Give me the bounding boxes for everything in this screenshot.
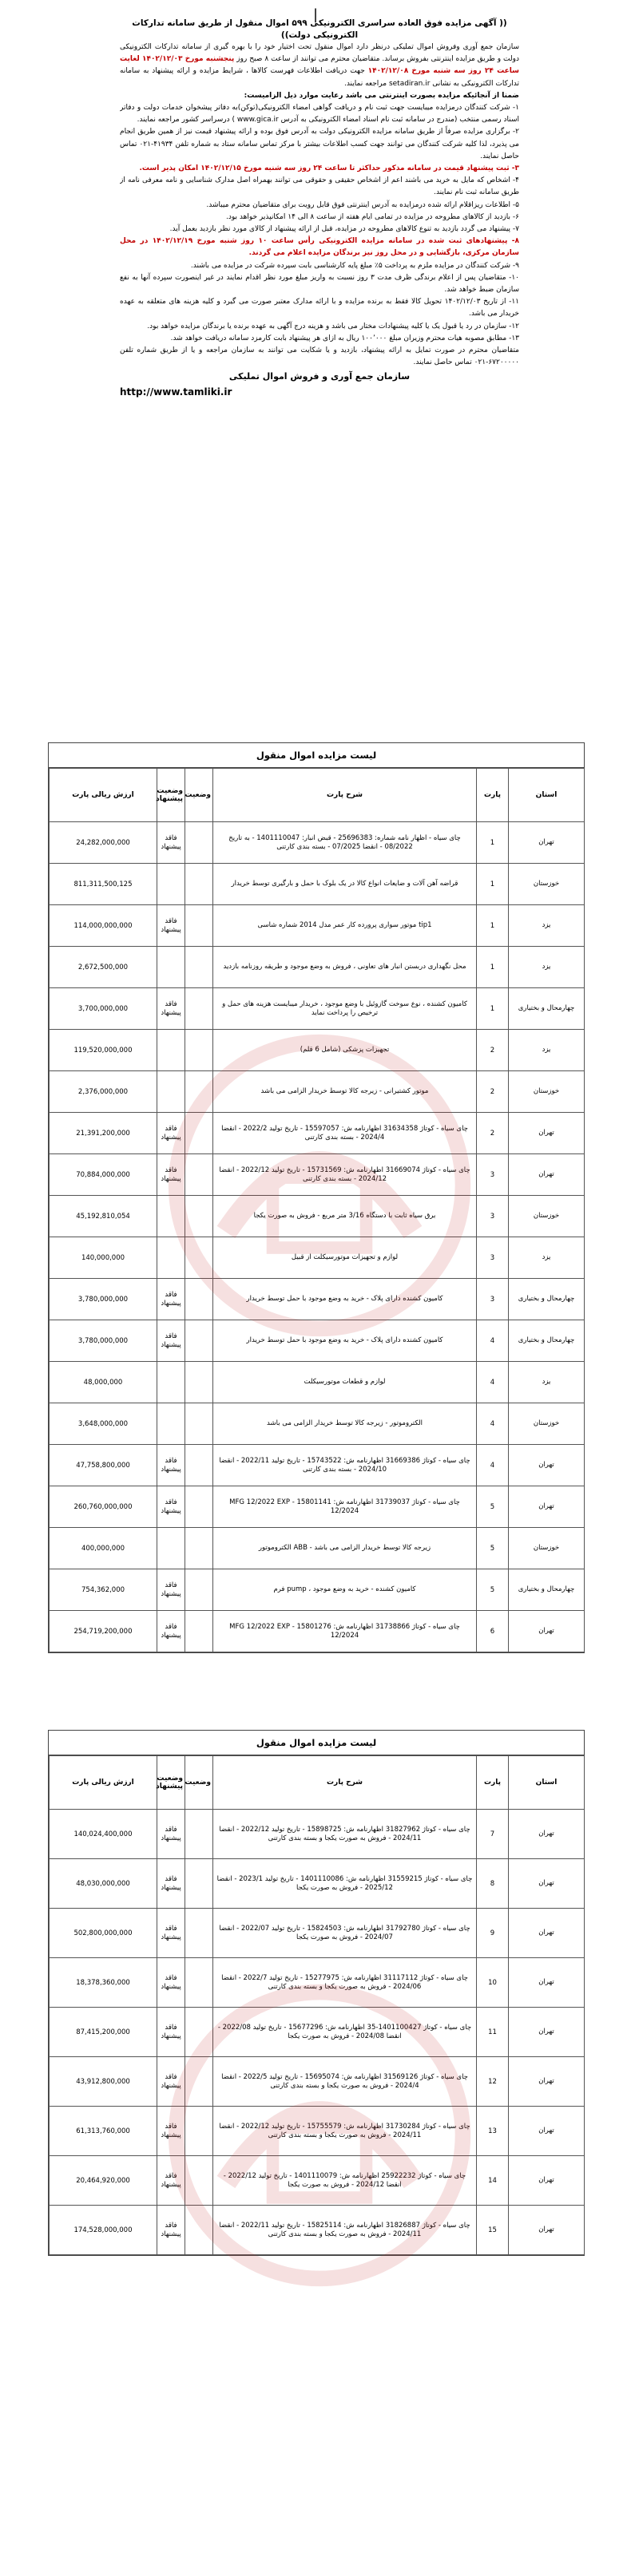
- offer-status-cell: فاقد پیشنهاد: [157, 1320, 185, 1362]
- condition-item: ۶- بازدید از کالاهای مطروحه در مزایده در تمامی ایام هفته از ساعت ۸ الی ۱۴ امکانپذیر خواهد بود.: [226, 212, 519, 221]
- part-cell: 1: [477, 988, 509, 1030]
- offer-status-cell: [157, 1196, 185, 1237]
- status-cell: [185, 1611, 213, 1652]
- status-cell: [185, 1196, 213, 1237]
- part-cell: 5: [477, 1486, 509, 1528]
- value-cell: 2,672,500,000: [50, 947, 157, 988]
- offer-status-cell: فاقد پیشنهاد: [157, 2008, 185, 2057]
- part-cell: 15: [477, 2206, 509, 2255]
- part-cell: 4: [477, 1403, 509, 1445]
- value-cell: 20,464,920,000: [50, 2156, 157, 2206]
- status-cell: [185, 2156, 213, 2206]
- value-cell: 3,648,000,000: [50, 1403, 157, 1445]
- condition-item: ۱۲- سازمان در رد یا قبول یک یا کلیه پیشنهادات مختار می باشد و هزینه درج آگهی به عهده برنده یا برندگان مزایده خواهد بود.: [147, 322, 519, 330]
- status-cell: [185, 1237, 213, 1279]
- description-cell: چای سیاه - کوتاژ 31826887 اظهارنامه ش: 15825114 - تاریخ تولید 2022/11 - انقضا 2024/11 - فروش به صورت یکجا و بسته بندی کارتنی: [213, 2206, 477, 2255]
- part-cell: 14: [477, 2156, 509, 2206]
- status-cell: [185, 1403, 213, 1445]
- table-row: [50, 2008, 585, 2057]
- offer-status-cell: [157, 1030, 185, 1071]
- status-cell: [185, 1362, 213, 1403]
- table-row: [50, 988, 585, 1030]
- part-cell: 4: [477, 1362, 509, 1403]
- offer-status-cell: فاقد پیشنهاد: [157, 1611, 185, 1652]
- offer-status-cell: [157, 1362, 185, 1403]
- table-row: [50, 1196, 585, 1237]
- offer-status-cell: فاقد پیشنهاد: [157, 905, 185, 947]
- value-cell: 174,528,000,000: [50, 2206, 157, 2255]
- offer-status-cell: فاقد پیشنهاد: [157, 1909, 185, 1958]
- description-cell: چای سیاه - کوتاژ 31739037 اظهارنامه ش: 15801141 - MFG 12/2022 EXP 12/2024: [213, 1486, 477, 1528]
- province-cell: تهران: [509, 1810, 585, 1859]
- table-row: [50, 1486, 585, 1528]
- value-cell: 61,313,760,000: [50, 2107, 157, 2156]
- status-cell: [185, 1030, 213, 1071]
- status-cell: [185, 1445, 213, 1486]
- intro-text-2: جهت دریافت اطلاعات فهرست کالاها ، شرایط مزایده و ارائه پیشنهاد به سامانه تدارکات الکترونیکی به نشانی setadiran.ir مراجعه نمایند.: [120, 67, 519, 88]
- part-cell: 6: [477, 1611, 509, 1652]
- part-cell: 5: [477, 1569, 509, 1611]
- offer-status-cell: فاقد پیشنهاد: [157, 822, 185, 864]
- description-cell: tip1 موتور سواری پرورده کار عمر مدل 2014 شماره شاسی: [213, 905, 477, 947]
- status-cell: [185, 988, 213, 1030]
- province-cell: تهران: [509, 1486, 585, 1528]
- table-1-body: [50, 822, 585, 1652]
- part-cell: 2: [477, 1030, 509, 1071]
- province-cell: تهران: [509, 2057, 585, 2107]
- value-cell: 119,520,000,000: [50, 1030, 157, 1071]
- auction-table-1: [48, 742, 585, 1653]
- offer-status-cell: فاقد پیشنهاد: [157, 1445, 185, 1486]
- intro-text: سازمان جمع آوری وفروش اموال تملیکی درنظر دارد اموال منقول تحت اختیار خود را با بهره گیری از سامانه تدارکات الکترونیکی دولت و طریق مزایده اینترنتی بفروش برساند. متقاضیان محترم می توانند از ساعت ۸ صبح روز: [120, 43, 519, 64]
- table-row: [50, 1909, 585, 1958]
- part-cell: 7: [477, 1810, 509, 1859]
- offer-status-cell: [157, 1403, 185, 1445]
- province-cell: تهران: [509, 1958, 585, 2008]
- table-row: [50, 1528, 585, 1569]
- description-cell: کامیون کشنده ، نوع سوخت گازوئیل با وضع موجود ، خریدار میبایست هزینه های حمل و ترخیص را پرداخت نماید: [213, 988, 477, 1030]
- province-cell: تهران: [509, 1611, 585, 1652]
- status-cell: [185, 864, 213, 905]
- table-row: [50, 2206, 585, 2255]
- table-row: [50, 864, 585, 905]
- value-cell: 43,912,800,000: [50, 2057, 157, 2107]
- province-cell: یزد: [509, 905, 585, 947]
- status-cell: [185, 822, 213, 864]
- table-row: [50, 1362, 585, 1403]
- announcement-outro: متقاضیان محترم در صورت تمایل به ارائه پیشنهاد، بازدید و یا شکایت می توانند به سازمان مراجعه و یا از طریق شماره تلفن ۶۷۲۰۰۰۰۰-۰۲۱ تماس حاصل نمایند.: [120, 346, 519, 367]
- status-cell: [185, 1569, 213, 1611]
- status-cell: [185, 2107, 213, 2156]
- header-province: استان: [509, 769, 585, 822]
- table-row: [50, 1113, 585, 1154]
- description-cell: لوازم و تجهیزات موتورسیکلت از قبیل: [213, 1237, 477, 1279]
- value-cell: 400,000,000: [50, 1528, 157, 1569]
- offer-status-cell: فاقد پیشنهاد: [157, 2057, 185, 2107]
- province-cell: یزد: [509, 947, 585, 988]
- condition-item: ۵- اطلاعات ریزاقلام ارائه شده درمزایده به آدرس اینترنتی فوق قابل رویت برای متقاضیان محترم میباشد.: [206, 200, 519, 209]
- table-row: [50, 1071, 585, 1113]
- condition-item: ۷- پیشنهاد می گردد بازدید به تنوع کالاهای مطروحه در مزایده، قبل از ارائه پیشنهاد از کالای مورد نظر بازدید بعمل آید.: [169, 225, 519, 234]
- items-header: ضمنا از آنجائیکه مزایده بصورت اینترنتی می باشد رعایت موارد ذیل الزامیست:: [244, 91, 519, 100]
- table-2-title: لیست مزایده اموال منقول: [49, 1731, 584, 1755]
- description-cell: چای سیاه - کوتاژ 31827962 اظهارنامه ش: 15898725 - تاریخ تولید 2022/12 - انقضا 2024/11 - فروش به صورت یکجا و بسته بندی کارتنی: [213, 1810, 477, 1859]
- offer-status-cell: فاقد پیشنهاد: [157, 1486, 185, 1528]
- status-cell: [185, 905, 213, 947]
- table-1-title: لیست مزایده اموال منقول: [49, 743, 584, 768]
- table-row: [50, 1569, 585, 1611]
- status-cell: [185, 1279, 213, 1320]
- description-cell: چای سیاه - کوتاژ 31569126 اظهارنامه ش: 15695074 - تاریخ تولید 2022/5 - انقضا 2024/4 - فروش به صورت یکجا و بسته بندی کارتنی: [213, 2057, 477, 2107]
- offer-status-cell: فاقد پیشنهاد: [157, 1810, 185, 1859]
- description-cell: چای سیاه - کوتاژ 31792780 اظهارنامه ش: 15824503 - تاریخ تولید 2022/07 - انقضا 2024/07 - فروش به صورت یکجا: [213, 1909, 477, 1958]
- value-cell: 48,000,000: [50, 1362, 157, 1403]
- description-cell: چای سیاه - اظهار نامه شماره: 25696383 - قبض انبار: 1401110047 - به تاریخ 08/2022 - انقضا 07/2025 - بسته بندی کارتنی: [213, 822, 477, 864]
- offer-status-cell: [157, 947, 185, 988]
- offer-status-cell: فاقد پیشنهاد: [157, 2156, 185, 2206]
- description-cell: کامیون کشنده - خرید به وضع موجود ، pump فرم: [213, 1569, 477, 1611]
- header-part: پارت: [477, 1756, 509, 1810]
- header-description: شرح پارت: [213, 769, 477, 822]
- condition-item: ۱۰- متقاضیان پس از اعلام برندگی ظرف مدت ۳ روز نسبت به واریز مبلغ مورد نظر اقدام نمایند در غیر اینصورت سپرده آنها به نفع سازمان ضبط خواهد شد.: [120, 273, 519, 295]
- part-cell: 2: [477, 1113, 509, 1154]
- description-cell: چای سیاه - کوتاژ 31117112 اظهارنامه ش: 15277975 - تاریخ تولید 2022/7 - انقضا 2024/06 - فروش به صورت یکجا و بسته بندی کارتنی: [213, 1958, 477, 2008]
- header-value: ارزش ریالی پارت: [50, 1756, 157, 1810]
- status-cell: [185, 1909, 213, 1958]
- part-cell: 13: [477, 2107, 509, 2156]
- auction-table-2: [48, 1730, 585, 2256]
- description-cell: قراضه آهن آلات و ضایعات انواع کالا در یک بلوک با حمل و بارگیری توسط خریدار: [213, 864, 477, 905]
- conditions-list: [120, 102, 519, 345]
- condition-item: ۹- شرکت کنندگان در مزایده ملزم به پرداخت ۵٪ مبلغ پایه کارشناسی بابت سپرده شرکت در مزایده می باشند.: [190, 261, 519, 270]
- offer-status-cell: [157, 1237, 185, 1279]
- table-row: [50, 1320, 585, 1362]
- offer-status-cell: فاقد پیشنهاد: [157, 1569, 185, 1611]
- province-cell: چهارمحال و بختیاری: [509, 1569, 585, 1611]
- website-link[interactable]: http://www.tamliki.ir: [120, 386, 232, 398]
- part-cell: 4: [477, 1320, 509, 1362]
- condition-item: ۸- پیشنهادهای ثبت شده در سامانه مزایده الکترونیکی رأس ساعت ۱۰ روز شنبه مورخ ۱۴۰۲/۱۲/۱۹ در محل سازمان مرکزی، بازگشایی و در محل روز نیز برندگان مزایده اعلام می گردند.: [120, 237, 519, 258]
- province-cell: چهارمحال و بختیاری: [509, 1320, 585, 1362]
- table-row: [50, 1279, 585, 1320]
- description-cell: چای سیاه - کوتاژ 31669074 اظهارنامه ش: 15731569 - تاریخ تولید 2022/12 - انقضا 2024/12 - بسته بندی کارتنی: [213, 1154, 477, 1196]
- table-row: [50, 1859, 585, 1909]
- description-cell: چای سیاه - کوتاژ 1401100427-35 اظهارنامه ش: 15677296 - تاریخ تولید 2022/08 - انقضا 2024/08 - فروش به صورت یکجا: [213, 2008, 477, 2057]
- value-cell: 114,000,000,000: [50, 905, 157, 947]
- province-cell: خوزستان: [509, 1196, 585, 1237]
- status-cell: [185, 1113, 213, 1154]
- part-cell: 3: [477, 1154, 509, 1196]
- value-cell: 811,311,500,125: [50, 864, 157, 905]
- province-cell: یزد: [509, 1237, 585, 1279]
- value-cell: 2,376,000,000: [50, 1071, 157, 1113]
- value-cell: 3,780,000,000: [50, 1320, 157, 1362]
- part-cell: 9: [477, 1909, 509, 1958]
- header-status: وضعیت: [185, 769, 213, 822]
- value-cell: 254,719,200,000: [50, 1611, 157, 1652]
- table-row: [50, 1237, 585, 1279]
- value-cell: 47,758,800,000: [50, 1445, 157, 1486]
- description-cell: تجهیزات پزشکی (شامل 6 قلم): [213, 1030, 477, 1071]
- value-cell: 3,780,000,000: [50, 1279, 157, 1320]
- status-cell: [185, 1486, 213, 1528]
- description-cell: محل نگهداری دربستن انبار های تعاونی ، فروش به وضع موجود و طریقه روزنامه بازدید: [213, 947, 477, 988]
- description-cell: چای سیاه - کوتاژ 31730284 اظهارنامه ش: 15755579 - تاریخ تولید 2022/12 - انقضا 2024/11 - فروش به صورت یکجا و بسته بندی کارتنی: [213, 2107, 477, 2156]
- offer-status-cell: فاقد پیشنهاد: [157, 1113, 185, 1154]
- description-cell: برق سیاه ثابت با دستگاه 3/16 متر مربع - فروش به صورت یکجا: [213, 1196, 477, 1237]
- header-offer-status: وضعیت پیشنهاد: [157, 1756, 185, 1810]
- description-cell: کامیون کشنده دارای پلاک - خرید به وضع موجود با حمل توسط خریدار: [213, 1320, 477, 1362]
- status-cell: [185, 1154, 213, 1196]
- offer-status-cell: فاقد پیشنهاد: [157, 1279, 185, 1320]
- status-cell: [185, 1958, 213, 2008]
- value-cell: 45,192,810,054: [50, 1196, 157, 1237]
- table-2-header-row: [50, 1756, 585, 1810]
- announcement-headline: (( آگهی مزایده فوق العاده سراسری الکترونیکی ۵۹۹ اموال منقول از طریق سامانه تدارکات الکترونیکی دولت)): [132, 18, 507, 40]
- top-mark: |: [312, 6, 319, 23]
- table-row: [50, 822, 585, 864]
- part-cell: 1: [477, 905, 509, 947]
- offer-status-cell: [157, 1071, 185, 1113]
- announcement-intro: [120, 42, 519, 90]
- status-cell: [185, 2008, 213, 2057]
- value-cell: 140,024,400,000: [50, 1810, 157, 1859]
- province-cell: تهران: [509, 1859, 585, 1909]
- offer-status-cell: فاقد پیشنهاد: [157, 1154, 185, 1196]
- header-value: ارزش ریالی پارت: [50, 769, 157, 822]
- province-cell: تهران: [509, 2008, 585, 2057]
- value-cell: 140,000,000: [50, 1237, 157, 1279]
- table-row: [50, 947, 585, 988]
- description-cell: چای سیاه - کوتاژ 25922232 اظهارنامه ش: 1401110079 - تاریخ تولید 2022/12 - انقضا 2024/12 - فروش به صورت یکجا: [213, 2156, 477, 2206]
- offer-status-cell: [157, 864, 185, 905]
- part-cell: 3: [477, 1279, 509, 1320]
- part-cell: 8: [477, 1859, 509, 1909]
- header-status: وضعیت: [185, 1756, 213, 1810]
- organization-name: سازمان جمع آوری و فروش اموال تملیکی: [228, 371, 411, 382]
- header-description: شرح پارت: [213, 1756, 477, 1810]
- header-offer-status: وضعیت پیشنهاد: [157, 769, 185, 822]
- province-cell: تهران: [509, 1113, 585, 1154]
- status-cell: [185, 947, 213, 988]
- province-cell: خوزستان: [509, 1403, 585, 1445]
- part-cell: 1: [477, 947, 509, 988]
- condition-item: ۱۳- مطابق مصوبه هیات محترم وزیران مبلغ ۱۰۰٬۰۰۰ ریال به ازای هر پیشنهاد بابت کارمزد سامانه دریافت خواهد شد.: [170, 334, 519, 342]
- part-cell: 2: [477, 1071, 509, 1113]
- part-cell: 10: [477, 1958, 509, 2008]
- table-1-header-row: [50, 769, 585, 822]
- part-cell: 11: [477, 2008, 509, 2057]
- value-cell: 260,760,000,000: [50, 1486, 157, 1528]
- description-cell: چای سیاه - کوتاژ 31559215 اظهارنامه ش: 1401110086 - تاریخ تولید 2023/1 - انقضا 2025/12 - فروش به صورت یکجا: [213, 1859, 477, 1909]
- condition-item: ۱۱- از تاریخ ۱۴۰۲/۱۲/۰۳ تحویل کالا فقط به برنده مزایده و با ارائه مدارک معتبر صورت می گیرد و کلیه هزینه های متعلقه به عهده خریدار می باشد.: [120, 298, 519, 319]
- province-cell: تهران: [509, 2206, 585, 2255]
- value-cell: 70,884,000,000: [50, 1154, 157, 1196]
- status-cell: [185, 2206, 213, 2255]
- header-province: استان: [509, 1756, 585, 1810]
- status-cell: [185, 1320, 213, 1362]
- value-cell: 502,800,000,000: [50, 1909, 157, 1958]
- description-cell: موتور کشتیرانی - زیرجه کالا توسط خریدار الزامی می باشد: [213, 1071, 477, 1113]
- table-row: [50, 1154, 585, 1196]
- table-row: [50, 1611, 585, 1652]
- description-cell: چای سیاه - کوتاژ 31634358 اظهارنامه ش: 15597057 - تاریخ تولید 2022/2 - انقضا 2024/4 - بسته بندی کارتنی: [213, 1113, 477, 1154]
- offer-status-cell: فاقد پیشنهاد: [157, 2107, 185, 2156]
- value-cell: 21,391,200,000: [50, 1113, 157, 1154]
- province-cell: چهارمحال و بختیاری: [509, 988, 585, 1030]
- table-row: [50, 1810, 585, 1859]
- part-cell: 4: [477, 1445, 509, 1486]
- table-2-grid: [49, 1755, 585, 2255]
- table-row: [50, 2156, 585, 2206]
- announcement: [120, 18, 519, 720]
- province-cell: چهارمحال و بختیاری: [509, 1279, 585, 1320]
- description-cell: الکتروموتور - زیرجه کالا توسط خریدار الزامی می باشد: [213, 1403, 477, 1445]
- value-cell: 18,378,360,000: [50, 1958, 157, 2008]
- description-cell: لوازم و قطعات موتورسیکلت: [213, 1362, 477, 1403]
- description-cell: کامیون کشنده دارای پلاک - خرید به وضع موجود با حمل توسط خریدار: [213, 1279, 477, 1320]
- condition-item: ۳- ثبت پیشنهاد قیمت در سامانه مذکور حداکثر تا ساعت ۲۴ روز سه شنبه مورخ ۱۴۰۲/۱۲/۱۵ امکان پذیر است.: [139, 164, 519, 173]
- province-cell: یزد: [509, 1030, 585, 1071]
- offer-status-cell: فاقد پیشنهاد: [157, 988, 185, 1030]
- status-cell: [185, 1859, 213, 1909]
- part-cell: 1: [477, 822, 509, 864]
- province-cell: تهران: [509, 822, 585, 864]
- province-cell: تهران: [509, 2107, 585, 2156]
- offer-status-cell: [157, 1528, 185, 1569]
- offer-status-cell: فاقد پیشنهاد: [157, 2206, 185, 2255]
- table-row: [50, 1403, 585, 1445]
- province-cell: تهران: [509, 1445, 585, 1486]
- status-cell: [185, 1071, 213, 1113]
- table-row: [50, 1958, 585, 2008]
- value-cell: 754,362,000: [50, 1569, 157, 1611]
- table-row: [50, 2107, 585, 2156]
- condition-item: ۴- اشخاص که مایل به خرید می باشند اعم از اشخاص حقیقی و حقوقی می توانند بهمراه اصل مدارک شناسایی و نامه معرفی نامه از طریق سامانه ثبت نام نمایند.: [120, 176, 519, 197]
- province-cell: خوزستان: [509, 1071, 585, 1113]
- part-cell: 1: [477, 864, 509, 905]
- table-row: [50, 2057, 585, 2107]
- part-cell: 3: [477, 1196, 509, 1237]
- status-cell: [185, 1810, 213, 1859]
- part-cell: 3: [477, 1237, 509, 1279]
- part-cell: 12: [477, 2057, 509, 2107]
- value-cell: 48,030,000,000: [50, 1859, 157, 1909]
- province-cell: تهران: [509, 1154, 585, 1196]
- table-1-grid: [49, 768, 585, 1652]
- province-cell: یزد: [509, 1362, 585, 1403]
- province-cell: خوزستان: [509, 864, 585, 905]
- offer-status-cell: فاقد پیشنهاد: [157, 1958, 185, 2008]
- condition-item: ۲- برگزاری مزایده صرفاً از طریق سامانه مزایده الکترونیکی دولت به آدرس فوق بوده و ارائه پیشنهاد قیمت نیز از همین طریق انجام می پذیرد، لذا کلیه شرکت کنندگان می توانند جهت کسب اطلاعات بیشتر با مرکز تماس سامانه ستاد به شماره تلفن ۴۱۹۳۴-۰۲۱ تماس حاصل نمایند.: [120, 128, 519, 160]
- table-row: [50, 1445, 585, 1486]
- status-cell: [185, 2057, 213, 2107]
- description-cell: چای سیاه - کوتاژ 31669386 اظهارنامه ش: 15743522 - تاریخ تولید 2022/11 - انقضا 2024/10 - بسته بندی کارتنی: [213, 1445, 477, 1486]
- value-cell: 87,415,200,000: [50, 2008, 157, 2057]
- province-cell: خوزستان: [509, 1528, 585, 1569]
- value-cell: 24,282,000,000: [50, 822, 157, 864]
- header-part: پارت: [477, 769, 509, 822]
- table-row: [50, 905, 585, 947]
- condition-item: ۱- شرکت کنندگان درمزایده میبایست جهت ثبت نام و دریافت گواهی امضاء الکترونیکی(توکن)به دفاتر پیشخوان خدمات دولت و دفاتر اسناد رسمی منتخب (مندرج در سامانه ثبت نام اسناد امضاء الکترونیکی به آدرس www.gica.ir ) درسراسر کشور مراجعه نمایند.: [120, 104, 519, 125]
- offer-status-cell: فاقد پیشنهاد: [157, 1859, 185, 1909]
- part-cell: 5: [477, 1528, 509, 1569]
- province-cell: تهران: [509, 1909, 585, 1958]
- status-cell: [185, 1528, 213, 1569]
- table-row: [50, 1030, 585, 1071]
- province-cell: تهران: [509, 2156, 585, 2206]
- table-2-body: [50, 1810, 585, 2255]
- value-cell: 3,700,000,000: [50, 988, 157, 1030]
- description-cell: زیرجه کالا توسط خریدار الزامی می باشد - ABB الکتروموتور: [213, 1528, 477, 1569]
- intro-dates: پنجشنبه مورخ ۱۴۰۲/۱۲/۰۳ لغایت ساعت ۲۴ روز سه شنبه مورخ ۱۴۰۲/۱۲/۰۸: [120, 55, 519, 76]
- description-cell: چای سیاه - کوتاژ 31738866 اظهارنامه ش: 15801276 - MFG 12/2022 EXP 12/2024: [213, 1611, 477, 1652]
